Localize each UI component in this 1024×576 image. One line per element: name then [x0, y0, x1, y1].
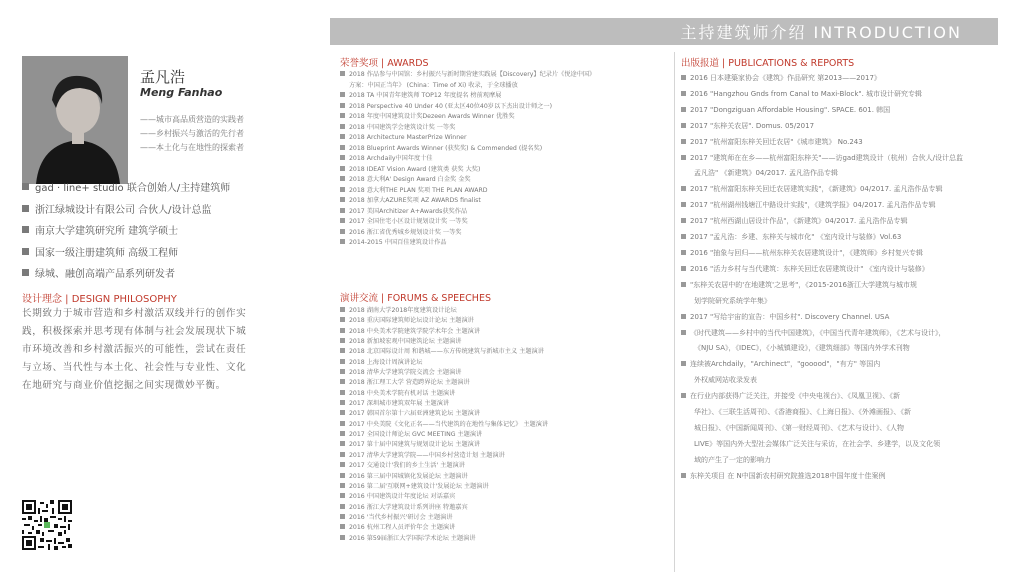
qr-code-icon: [22, 500, 72, 550]
bullet-square-icon: [340, 514, 345, 519]
list-item: [681, 326, 963, 342]
list-item: [340, 175, 595, 186]
list-item-text: 2017 全国住宅小区设计规划设计奖 一等奖: [349, 218, 468, 225]
list-item: [340, 112, 595, 123]
list-item: [340, 165, 595, 176]
list-item-text: 2018 重庆国际建筑师论坛设计论坛 主题演讲: [349, 317, 474, 325]
list-item-text: 2018 北京国际设计周 和谐城——东方传统建筑与新城市主义 主题演讲: [349, 348, 544, 356]
list-item-text: 在行业内部获得广泛关注，并接受《中央电视台》、《凤凰卫视》、《新: [690, 392, 900, 401]
list-item: [340, 461, 548, 471]
list-item: [340, 389, 548, 399]
list-item: [340, 492, 548, 502]
bullet-square-icon: [340, 348, 345, 353]
list-item-text: 2016 "活力乡村与当代建筑：东梓关回迁农居建筑设计" 《室内设计与装修》: [690, 264, 929, 273]
bullet-square-icon: [340, 410, 345, 415]
list-item-text: 2016 浙江省优秀城乡规划设计奖 一等奖: [349, 228, 462, 236]
bullet-square-icon: [340, 493, 345, 498]
list-item: [340, 503, 548, 513]
list-item-text: 2018 加拿大AZURE奖项 AZ AWARDS finalist: [349, 197, 481, 204]
awards-title: 荣誉奖项 | AWARDS: [340, 58, 429, 69]
list-item: [681, 182, 963, 198]
list-item-text: 2017 "杭州湖州钱塘江中路设计实践"，《建筑学报》04/2017. 孟凡浩作品专辑: [690, 201, 936, 210]
list-item-text: 2017 韩国首尔第十六届亚洲建筑论坛 主题演讲: [349, 410, 481, 418]
list-item-text: 方案：中国正当年》 (China：Time of Xi) 收录，于全球播放: [349, 81, 518, 89]
list-item-text: 2016 "抽象与回归——杭州东梓关农居建筑设计"，《建筑师》乡村复兴专辑: [690, 248, 923, 257]
list-item-text: 2018 中国建筑学会建筑设计奖 一等奖: [349, 123, 456, 131]
position-item: 浙江绿城设计有限公司 合伙人/设计总监: [22, 200, 230, 222]
list-item: [340, 316, 548, 326]
list-item: [340, 337, 548, 347]
bullet-square-icon: [22, 269, 29, 276]
list-item: [340, 347, 548, 357]
name-chinese: 孟凡浩: [140, 68, 186, 86]
list-item-continuation: [681, 421, 963, 437]
list-item: [340, 513, 548, 523]
bullet-square-icon: [340, 239, 345, 244]
philosophy-text: 长期致力于城市营造和乡村激活双线并行的创作实践，积极探索并思考现有体制与社会发展现状下城市环境改善和乡村激活振兴的可能性，尝试在责任与立场、当代性与本土化、社会性与专业性、文化在地研究与商业价值挖掘之间实现微妙平衡。: [22, 308, 247, 391]
list-item-text: 2017 清华大学建筑学院——中国乡村营造计划 主题演讲: [349, 451, 505, 459]
bullet-square-icon: [681, 473, 686, 478]
list-item-text: 2018 意大利A' Design Award 白金奖 金奖: [349, 176, 471, 183]
list-item-text: 2018 中央美术学院建筑学院学术年会 主题演讲: [349, 327, 481, 335]
list-item-text: 2017 "杭州西湖山居设计作品"，《新建筑》04/2017. 孟凡浩作品专辑: [690, 217, 908, 226]
list-item: [681, 119, 963, 135]
list-item-text: 2016 第二届'互联网+建筑设计'发展论坛 主题演讲: [349, 482, 489, 490]
list-item-text: 2017 "杭州富阳东梓关回迁农居建筑实践"，《新建筑》04/2017. 孟凡浩作品专辑: [690, 185, 943, 194]
list-item-text: 2017 "Dongziguan Affordable Housing". SPACE. 601. 韩国: [690, 105, 891, 114]
list-item: [340, 482, 548, 492]
bullet-square-icon: [340, 92, 345, 97]
list-item-text: 城日报》、《中国新闻周刊》、《第一财经周刊》、《艺术与设计》、《人物: [694, 423, 904, 432]
list-item-text: 2017 深圳城市建筑双年展 主题演讲: [349, 400, 450, 408]
name-english: Meng Fanhao: [140, 86, 223, 99]
list-item-text: 2018 Perspective 40 Under 40 (亚太区40位40岁以下杰出设计师之一): [349, 102, 553, 110]
bullet-square-icon: [340, 359, 345, 364]
bullet-square-icon: [681, 250, 686, 255]
bullet-square-icon: [340, 452, 345, 457]
page-title: 主持建筑师介绍 INTRODUCTION: [680, 23, 962, 42]
list-item-text: 2018 TA 中国青年建筑师 TOP12 年度提名 榜前观摩展: [349, 92, 502, 99]
list-item-text: 2017 第十届中国建筑与规划设计论坛 主题演讲: [349, 441, 481, 449]
list-item-text: 2018 清华大学建筑学院交流会 主题演讲: [349, 369, 462, 377]
bullet-square-icon: [22, 226, 29, 233]
bullet-square-icon: [340, 441, 345, 446]
list-item-text: 2018 Archdaily中国年度十佳: [349, 155, 433, 162]
bullet-square-icon: [681, 234, 686, 239]
list-item: [340, 440, 548, 450]
role-line: ——本土化与在地性的探索者: [140, 143, 244, 152]
list-item-text: 2016 "Hangzhou Gnds from Canal to Maxi-Block". 城市设计研究专辑: [690, 89, 923, 98]
bullet-square-icon: [340, 307, 345, 312]
list-item-text: 2016 第59届浙江大学国际学术论坛 主题演讲: [349, 534, 476, 542]
positions-list: [22, 178, 230, 286]
list-item: [681, 198, 963, 214]
position-item: gad · line+ studio 联合创始人/主持建筑师: [22, 178, 230, 200]
bullet-square-icon: [22, 248, 29, 255]
bullet-square-icon: [340, 208, 345, 213]
bullet-square-icon: [340, 369, 345, 374]
list-item: [681, 278, 963, 294]
list-item-text: 2018 作品参与中国馆：乡村振兴与新时期营建实践展【Discovery】纪录片《悦途中国》: [349, 71, 596, 78]
philosophy-title: 设计理念 | DESIGN PHILOSOPHY: [22, 294, 177, 305]
bullet-square-icon: [340, 328, 345, 333]
list-item: [681, 310, 963, 326]
list-item: [340, 144, 595, 155]
position-item: 国家一级注册建筑师 高级工程师: [22, 243, 230, 265]
list-item: [340, 70, 595, 81]
list-item: [340, 196, 595, 207]
list-item-text: 2016 中国建筑设计年度论坛 对话嘉宾: [349, 493, 456, 501]
list-item-continuation: [681, 405, 963, 421]
bullet-square-icon: [681, 393, 686, 398]
bullet-square-icon: [340, 421, 345, 426]
list-item-text: 东梓关项目 在 N中国新农村研究院推选2018中国年度十佳案例: [690, 471, 886, 480]
list-item: [340, 207, 595, 218]
role-taglines: [140, 113, 244, 155]
list-item-text: 2016 '当代乡村振兴'研讨会 主题演讲: [349, 513, 453, 521]
bullet-square-icon: [340, 103, 345, 108]
bullet-square-icon: [681, 361, 686, 366]
role-line: ——乡村振兴与激活的先行者: [140, 129, 244, 138]
list-item-text: 《NJU SA》，《IDEC》，《小城镇建设》，《建筑细部》等国内外学术刊物: [694, 344, 910, 353]
bullet-square-icon: [681, 186, 686, 191]
position-item: 南京大学建筑研究所 建筑学硕士: [22, 221, 230, 243]
column-divider: [674, 52, 675, 572]
bullet-square-icon: [681, 139, 686, 144]
list-item-text: LIVE》等国内外大型社会媒体广泛关注与采访，在社会学、乡建学，以及文化领: [694, 439, 941, 448]
bullet-square-icon: [340, 390, 345, 395]
list-item: [340, 228, 595, 239]
list-item: [681, 214, 963, 230]
list-item: [340, 368, 548, 378]
list-item-text: 2018 Architecture MasterPrize Winner: [349, 134, 467, 141]
list-item: [340, 217, 595, 228]
list-item-text: 域的产生了一定的影响力: [694, 455, 771, 464]
list-item-text: 2018 上海设计周演讲论坛: [349, 358, 423, 366]
list-item: [340, 123, 595, 134]
bullet-square-icon: [340, 166, 345, 171]
bullet-square-icon: [340, 431, 345, 436]
list-item-text: 2017 "东梓关农居". Domus. 05/2017: [690, 121, 815, 130]
list-item: [340, 238, 595, 249]
list-item: [681, 389, 963, 405]
bullet-square-icon: [340, 229, 345, 234]
bullet-square-icon: [681, 330, 686, 335]
portrait-photo: [22, 56, 128, 184]
bullet-square-icon: [681, 282, 686, 287]
list-item-text: 连续被Archdaily，"Archinect"，"gooood"，"有方" 等国内: [690, 360, 881, 369]
list-item-continuation: [681, 166, 963, 182]
list-item-text: 2018 意大利THE PLAN 奖项 THE PLAN AWARD: [349, 186, 488, 194]
list-item-text: 划学院研究系统学年集》: [694, 296, 771, 305]
bullet-square-icon: [340, 71, 345, 76]
list-item-continuation: [681, 294, 963, 310]
list-item-text: 2016 第三届中国城镇化发展论坛 主题演讲: [349, 472, 468, 480]
list-item: [340, 399, 548, 409]
bullet-square-icon: [340, 197, 345, 202]
bullet-square-icon: [681, 75, 686, 80]
list-item: [340, 409, 548, 419]
list-item: [681, 262, 963, 278]
forums-list: [340, 306, 548, 544]
list-item: [340, 420, 548, 430]
bullet-square-icon: [681, 202, 686, 207]
list-item-text: 2017 "孟凡浩：乡建、东梓关与城市化" 《室内设计与装修》Vol.63: [690, 233, 902, 242]
bullet-square-icon: [340, 317, 345, 322]
list-item: [340, 133, 595, 144]
list-item-text: 2016 杭州工程人员评价年会 主题演讲: [349, 524, 456, 532]
bullet-square-icon: [681, 314, 686, 319]
bullet-square-icon: [340, 535, 345, 540]
list-item-text: 2016 日本建築家协会《建筑》作品研究 第2013——2017》: [690, 74, 881, 82]
publications-list: [681, 71, 963, 485]
list-item: [681, 469, 963, 485]
list-item: [340, 523, 548, 533]
bullet-square-icon: [340, 462, 345, 467]
list-item: [340, 534, 548, 544]
list-item-text: 2017 中央美院《文化正名——当代建筑的在地性与集体记忆》 主题演讲: [349, 420, 549, 428]
bullet-square-icon: [340, 473, 345, 478]
publications-title: 出版报道 | PUBLICATIONS & REPORTS: [681, 58, 855, 69]
list-item: [340, 430, 548, 440]
list-item-text: 2017 交通设计'我们的乡土生活' 主题演讲: [349, 462, 465, 470]
bullet-square-icon: [340, 338, 345, 343]
bullet-square-icon: [340, 113, 345, 118]
bullet-square-icon: [681, 266, 686, 271]
list-item-text: 外权威网站收录发表: [694, 376, 757, 385]
list-item-text: 2018 Blueprint Awards Winner (获奖奖) & Commended (提名奖): [349, 144, 543, 152]
list-item: [340, 186, 595, 197]
list-item-text: 2018 湖南大学2018年度建筑设计论坛: [349, 307, 457, 314]
bullet-square-icon: [681, 91, 686, 96]
list-item-text: 2017 "杭州富阳东梓关回迁农居"《城市建筑》 No.243: [690, 137, 863, 146]
list-item-text: 2017 美国Architizer A+Awards获奖作品: [349, 207, 468, 215]
forums-title: 演讲交流 | FORUMS & SPEECHES: [340, 293, 491, 304]
bullet-square-icon: [340, 134, 345, 139]
list-item: [340, 378, 548, 388]
list-item: [340, 327, 548, 337]
bullet-square-icon: [340, 218, 345, 223]
list-item: [681, 71, 963, 87]
bullet-square-icon: [340, 483, 345, 488]
bullet-square-icon: [681, 155, 686, 160]
role-line: ——城市高品质营造的实践者: [140, 115, 244, 124]
header-banner: [330, 18, 998, 45]
list-item: [681, 135, 963, 151]
list-item: [681, 103, 963, 119]
list-item-continuation: [681, 453, 963, 469]
list-item: [340, 451, 548, 461]
list-item: [681, 357, 963, 373]
list-item-text: 2018 浙江理工大学 营造跨界论坛 主题演讲: [349, 379, 470, 387]
bullet-square-icon: [340, 400, 345, 405]
list-item-text: 2018 中央美术学院有机对话 主题演讲: [349, 389, 456, 397]
bullet-square-icon: [340, 145, 345, 150]
list-item-continuation: [340, 81, 595, 92]
list-item-text: 2017 全国设计师论坛 GVC MEETING 主题演讲: [349, 431, 483, 439]
list-item: [681, 87, 963, 103]
list-item: [340, 102, 595, 113]
bullet-square-icon: [340, 155, 345, 160]
list-item: [340, 472, 548, 482]
list-item-text: 2018 年度中国建筑设计奖Dezeen Awards Winner 优胜奖: [349, 113, 515, 120]
list-item-text: 2018 IDEAT Vision Award (建筑类 获奖 大奖): [349, 165, 481, 173]
bullet-square-icon: [340, 524, 345, 529]
list-item-text: 孟凡浩" 《新建筑》04/2017. 孟凡浩作品专辑: [694, 169, 838, 178]
list-item: [681, 230, 963, 246]
list-item-text: 2014-2015 中国百佳建筑设计作品: [349, 239, 447, 246]
list-item-text: 2017 "写给宇宙的宣告：中国乡村". Discovery Channel. USA: [690, 312, 890, 321]
list-item-text: 2017 "建筑师在在乡——杭州富阳东梓关"——访gad建筑设计（杭州）合伙人/设计总监: [690, 153, 964, 162]
awards-list: [340, 70, 595, 249]
bullet-square-icon: [340, 379, 345, 384]
bullet-square-icon: [22, 183, 29, 190]
list-item-text: 2016 浙江大学建筑设计系列讲座 特邀嘉宾: [349, 503, 468, 511]
bullet-square-icon: [681, 218, 686, 223]
list-item: [340, 358, 548, 368]
bullet-square-icon: [340, 187, 345, 192]
list-item: [340, 91, 595, 102]
list-item: [681, 246, 963, 262]
list-item: [340, 306, 548, 316]
bullet-square-icon: [340, 176, 345, 181]
bullet-square-icon: [22, 205, 29, 212]
list-item-text: 华社》、《三联生活周刊》、《香港商报》、《上海日报》、《外滩画报》、《新: [694, 408, 911, 417]
list-item-continuation: [681, 341, 963, 357]
list-item-text: 《时代建筑——乡村中的当代中国建筑》，《中国当代青年建筑师》，《艺术与设计》，: [690, 328, 946, 337]
position-item: 绿城、融创高端产品系列研发者: [22, 264, 230, 286]
list-item-continuation: [681, 437, 963, 453]
bullet-square-icon: [340, 124, 345, 129]
bullet-square-icon: [340, 504, 345, 509]
list-item: [681, 151, 963, 167]
list-item: [340, 154, 595, 165]
list-item-text: "东梓关农居中的'在地建筑'之思考"，《2015-2016浙江大学建筑与城市规: [690, 280, 917, 289]
bullet-square-icon: [681, 123, 686, 128]
bullet-square-icon: [681, 107, 686, 112]
list-item-text: 2018 新加坡宏观中国建筑论坛 主题演讲: [349, 338, 462, 346]
list-item-continuation: [681, 373, 963, 389]
